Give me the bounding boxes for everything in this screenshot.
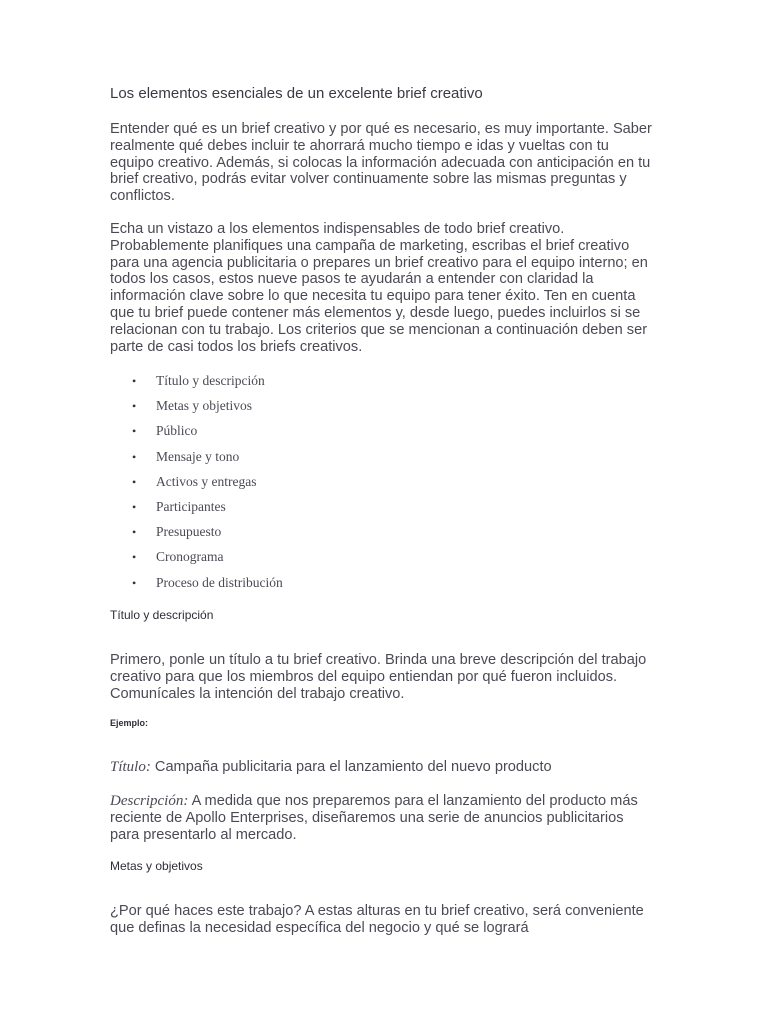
list-item bbox=[110, 522, 510, 547]
bullet-icon: • bbox=[132, 449, 137, 464]
list-item-label: Título y descripción bbox=[156, 373, 265, 388]
list-item bbox=[110, 497, 510, 522]
bullet-icon: • bbox=[132, 525, 137, 540]
list-item-label: Mensaje y tono bbox=[156, 448, 240, 464]
bullet-icon: • bbox=[132, 550, 137, 565]
list-item-label: Activos y entregas bbox=[156, 473, 257, 489]
example-description-line bbox=[110, 793, 655, 843]
list-item-label: Participantes bbox=[156, 498, 226, 514]
list-item-label: Público bbox=[156, 423, 198, 439]
list-item-label: Presupuesto bbox=[156, 524, 222, 540]
bullet-icon: • bbox=[132, 575, 137, 590]
list-item bbox=[110, 396, 510, 421]
bullet-icon: • bbox=[132, 499, 137, 514]
list-item bbox=[110, 371, 510, 396]
example-description-label: Descripción: bbox=[110, 793, 189, 809]
list-item-label: Metas y objetivos bbox=[156, 398, 252, 414]
list-item-label: Cronograma bbox=[156, 549, 224, 565]
section-heading-titulo: Título y descripción bbox=[110, 608, 214, 622]
document-title: Los elementos esenciales de un excelente brief creativo bbox=[110, 85, 483, 102]
list-item bbox=[110, 573, 510, 598]
list-item bbox=[110, 472, 510, 497]
bullet-icon: • bbox=[132, 424, 137, 439]
bullet-icon: • bbox=[132, 399, 137, 414]
intro-paragraph: Entender qué es un brief creativo y por qué es necesario, es muy importante. Saber realmente qué debes incluir te ahorrará mucho tiempo e idas y vueltas con tu equipo creativo. Además, si colocas la información adecuada con anticipación en tu brief creativo, podrás evitar volver continuamente sobre las mismas preguntas y conflictos. bbox=[110, 121, 652, 205]
second-paragraph: Echa un vistazo a los elementos indispensables de todo brief creativo. Probablemente planifiques una campaña de marketing, escribas el brief creativo para una agencia publicitaria o prepares un brief creativo para el equipo interno; en todos los casos, estos nueve pasos te ayudarán a entender con claridad la información clave sobre lo que necesita tu equipo para tener éxito. Ten en cuenta que tu brief puede contener más elementos y, desde luego, puedes incluirlos si se relacionan con tu trabajo. Los criterios que se mencionan a continuación deben ser parte de casi todos los briefs creativos. bbox=[110, 221, 648, 355]
section-titulo-paragraph: Primero, ponle un título a tu brief creativo. Brinda una breve descripción del trabajo creativo para que los miembros del equipo entiendan por qué fueron incluidos. Comunícales la intención del trabajo creativo. bbox=[110, 652, 647, 702]
section-metas-paragraph: ¿Por qué haces este trabajo? A estas alturas en tu brief creativo, será conveniente que definas la necesidad específica del negocio y qué se logrará bbox=[110, 903, 644, 936]
section-heading-metas: Metas y objetivos bbox=[110, 859, 203, 873]
example-label: Ejemplo: bbox=[110, 718, 149, 728]
list-item bbox=[110, 447, 510, 472]
example-title-label: Título: bbox=[110, 759, 151, 775]
list-item-label: Proceso de distribución bbox=[156, 574, 283, 590]
list-item bbox=[110, 547, 510, 572]
elements-bullet-list bbox=[110, 371, 510, 598]
list-item bbox=[110, 421, 510, 446]
example-description-text: A medida que nos preparemos para el lanzamiento del producto más reciente de Apollo Enterprises, diseñaremos una serie de anuncios publicitarios para presentarlo al mercado. bbox=[110, 793, 638, 843]
example-title-text: Campaña publicitaria para el lanzamiento del nuevo producto bbox=[154, 759, 552, 775]
bullet-icon: • bbox=[132, 374, 137, 388]
example-title-line bbox=[110, 759, 655, 776]
bullet-icon: • bbox=[132, 474, 137, 489]
